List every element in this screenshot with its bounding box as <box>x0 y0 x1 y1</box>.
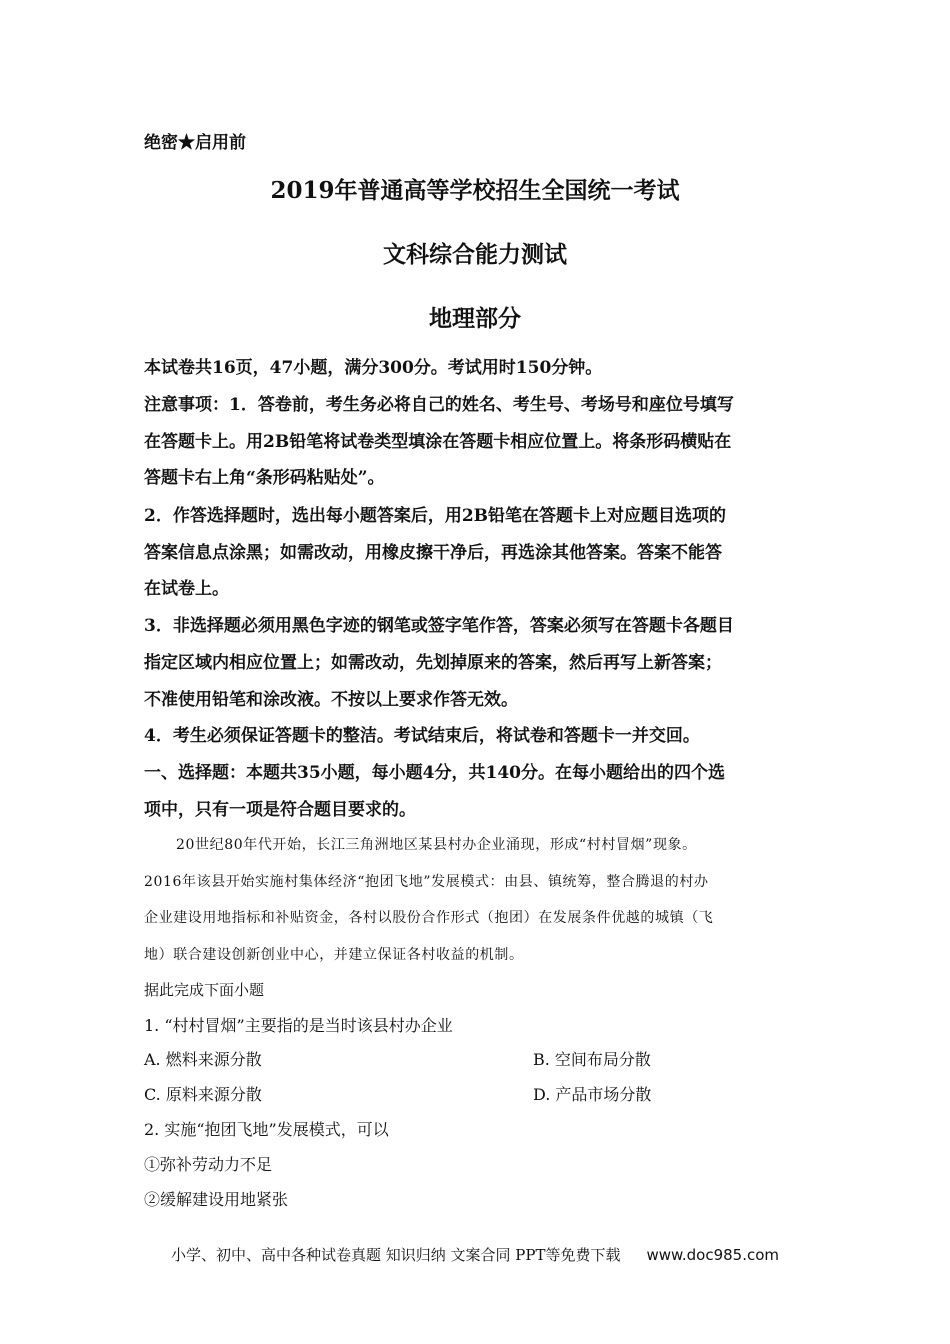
section-title: 地理部分 <box>429 305 521 332</box>
instruction-line: 在答题卡上。用2B铅笔将试卷类型填涂在答题卡相应位置上。将条形码横贴在 <box>144 432 732 452</box>
instruction-line: 3．非选择题必须用黑色字迹的钢笔或签字笔作答，答案必须写在答题卡各题目 <box>144 616 734 636</box>
passage-line: 2016年该县开始实施村集体经济“抱团飞地”发展模式：由县、镇统筹，整合腾退的村办 <box>144 874 709 890</box>
passage-line: 企业建设用地指标和补贴资金，各村以股份合作形式（抱团）在发展条件优越的城镇（飞 <box>144 910 714 926</box>
footer-text: 小学、初中、高中各种试卷真题 知识归纳 文案合同 PPT等免费下载 <box>170 1246 621 1264</box>
question-1-option-c: C. 原料来源分散 <box>144 1085 262 1104</box>
question-1-stem: 1. “村村冒烟”主要指的是当时该县村办企业 <box>144 1016 453 1035</box>
footer <box>0 1244 950 1265</box>
instruction-line: 4．考生必须保证答题卡的整洁。考试结束后，将试卷和答题卡一并交回。 <box>144 726 700 746</box>
instruction-line: 本试卷共16页，47小题，满分300分。考试用时150分钟。 <box>144 358 603 378</box>
question-prompt: 据此完成下面小题 <box>144 981 265 999</box>
footer-link[interactable]: www.doc985.com <box>646 1246 780 1264</box>
exam-subtitle: 文科综合能力测试 <box>383 241 567 268</box>
question-2-stem: 2. 实施“抱团飞地”发展模式，可以 <box>144 1120 389 1139</box>
question-2-item: ①弥补劳动力不足 <box>144 1155 273 1174</box>
section-heading-line: 一、选择题：本题共35小题，每小题4分，共140分。在每小题给出的四个选 <box>144 763 725 783</box>
instruction-line: 答题卡右上角“条形码粘贴处”。 <box>144 468 385 488</box>
instruction-line: 在试卷上。 <box>144 579 229 599</box>
instruction-line: 不准使用铅笔和涂改液。不按以上要求作答无效。 <box>144 690 518 710</box>
passage-line: 20世纪80年代开始，长江三角洲地区某县村办企业涌现，形成“村村冒烟”现象。 <box>176 837 697 853</box>
exam-title: 2019年普通高等学校招生全国统一考试 <box>270 177 680 204</box>
passage-line: 地）联合建设创新创业中心，并建立保证各村收益的机制。 <box>144 947 524 963</box>
confidential-mark: 绝密★启用前 <box>144 133 246 153</box>
instruction-line: 2．作答选择题时，选出每小题答案后，用2B铅笔在答题卡上对应题目选项的 <box>144 506 727 526</box>
section-heading-line: 项中，只有一项是符合题目要求的。 <box>144 800 416 820</box>
question-1-option-d: D. 产品市场分散 <box>533 1085 652 1104</box>
question-2-item: ②缓解建设用地紧张 <box>144 1190 289 1209</box>
instruction-line: 指定区域内相应位置上；如需改动，先划掉原来的答案，然后再写上新答案； <box>144 653 722 673</box>
question-1-option-b: B. 空间布局分散 <box>533 1050 651 1069</box>
instruction-line: 注意事项：1．答卷前，考生务必将自己的姓名、考生号、考场号和座位号填写 <box>144 395 734 415</box>
instruction-line: 答案信息点涂黑；如需改动，用橡皮擦干净后，再选涂其他答案。答案不能答 <box>144 543 722 563</box>
question-1-option-a: A. 燃料来源分散 <box>144 1050 262 1069</box>
